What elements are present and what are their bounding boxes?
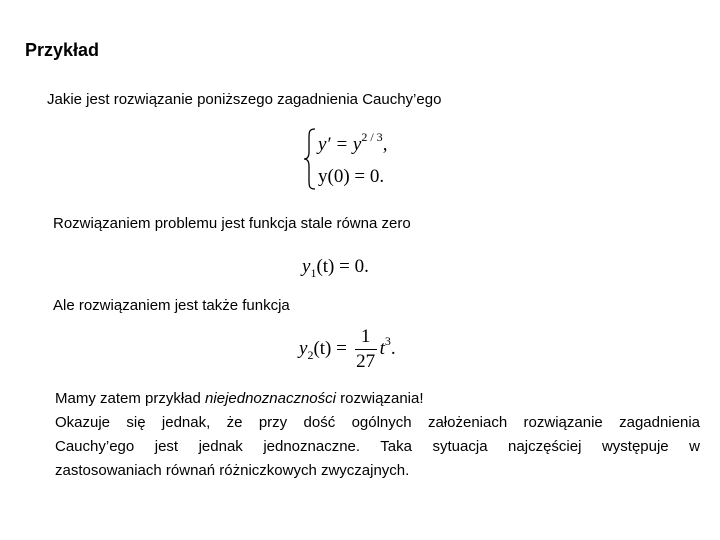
y2-name: y bbox=[299, 337, 308, 359]
y2-t: t bbox=[379, 337, 385, 359]
paragraph-line-1 bbox=[55, 387, 700, 411]
y2-fraction bbox=[355, 326, 377, 373]
y1-rest: (t) = 0. bbox=[316, 256, 369, 277]
paragraph-line-2: Okazuje się jednak, że przy dość ogólnych założeniach rozwiązanie zagadnienia bbox=[55, 414, 700, 431]
equation-1-comma: , bbox=[382, 134, 388, 155]
left-brace bbox=[303, 128, 317, 190]
y2-numerator: 1 bbox=[360, 326, 371, 347]
equation-2: y(0) = 0. bbox=[318, 166, 385, 187]
equation-1-exponent: 2 / 3 bbox=[361, 130, 383, 144]
fraction-bar bbox=[355, 349, 377, 350]
conclusion-paragraph bbox=[55, 387, 700, 483]
y1-subscript: 1 bbox=[310, 266, 317, 280]
equation-1 bbox=[318, 130, 388, 156]
paragraph-line-3: Cauchy’ego jest jednak jednoznaczne. Taka sytuacja najczęściej występuje w bbox=[55, 438, 700, 455]
y2-exponent: 3 bbox=[384, 333, 391, 348]
y2-period: . bbox=[390, 337, 396, 359]
equation-1-lhs: y′ = y bbox=[318, 134, 362, 155]
paragraph-line-4: zastosowaniach równań różniczkowych zwyczajnych. bbox=[55, 462, 410, 479]
y2-equation bbox=[299, 326, 396, 373]
y2-denominator: 27 bbox=[356, 351, 376, 372]
line-1-start: Mamy zatem przykład bbox=[55, 390, 206, 407]
y1-equation bbox=[302, 256, 369, 278]
slide-title: Przykład bbox=[25, 40, 100, 60]
y2-args: (t) = bbox=[313, 337, 347, 359]
also-intro-text: Ale rozwiązaniem jest także funkcja bbox=[53, 297, 290, 314]
line-1-end: rozwiązania! bbox=[335, 390, 424, 407]
y2-subscript: 2 bbox=[307, 347, 314, 362]
emphasized-term: niejednoznaczności bbox=[205, 390, 336, 407]
question-text: Jakie jest rozwiązanie poniższego zagadnienia Cauchy’ego bbox=[47, 91, 442, 108]
y1-name: y bbox=[302, 256, 311, 277]
solution-intro-text: Rozwiązaniem problemu jest funkcja stale równa zero bbox=[53, 215, 411, 232]
